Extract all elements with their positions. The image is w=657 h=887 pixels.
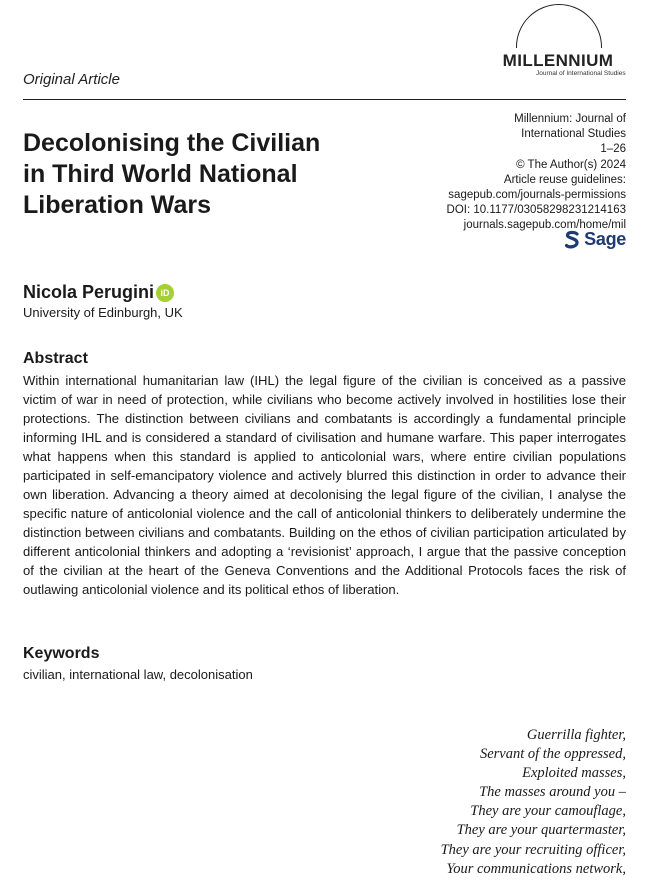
meta-reuse-label: Article reuse guidelines: [503,173,626,186]
meta-journal-name: Millennium: Journal of [514,113,626,125]
logo-subtitle: Journal of International Studies [536,70,626,77]
author [23,282,174,303]
logo-arc-icon [516,4,602,90]
meta-journal-link[interactable]: journals.sagepub.com/home/mil [463,219,626,232]
epigraph-line: Your communications network, [446,860,626,877]
logo-wordmark: MILLENNIUM [502,51,614,70]
title-line: in Third World National [23,160,298,188]
article-title [23,128,363,221]
meta-journal-name: International Studies [521,128,626,141]
abstract-text: Within international humanitarian law (IHL) the legal figure of the civilian is conceived as a passive victim of war in need of protection, while civilians who become actively involved in hostilities lose their protections. The distinction between civilians and combatants is accordingly a fundamental principle informing IHL and is considered a standard of civilisation and humane warfare. This paper interrogates what happens when this standard is applied to anticolonial wars, where entire civilian populations participated in self-emancipatory violence and actively blurred this distinction in order to advance their own liberation. Advancing a theory aimed at decolonising the legal figure of the civilian, I analyse the specific nature of anticolonial violence and the call of anticolonial thinkers to deliberately undermine the distinction between civilians and combatants. Building on the ethos of civilian participation articulated by different anticolonial thinkers and adopting a ‘revisionist’ approach, I argue that the passive conception of the civilian at the heart of the Geneva Conventions and the Additional Protocols faces the risk of outlawing anticolonial violence and its political ethos of liberation. [23,373,626,597]
meta-copyright: © The Author(s) 2024 [516,158,626,171]
author-name: Nicola Perugini [23,282,155,302]
orcid-icon[interactable]: iD [156,284,174,302]
epigraph-line: Exploited masses, [522,765,626,782]
journal-meta [447,112,626,234]
epigraph-line: They are your recruiting officer, [440,841,626,858]
meta-doi[interactable]: DOI: 10.1177/03058298231214163 [446,204,626,217]
journal-logo [488,4,628,76]
title-line: Liberation Wars [23,191,211,219]
sage-s-icon [564,230,580,250]
epigraph [441,726,626,879]
keywords-text: civilian, international law, decolonisation [23,667,253,682]
title-line: Decolonising the Civilian [23,129,321,157]
epigraph-line: Servant of the oppressed, [479,746,626,763]
epigraph-line: Guerrilla fighter, [526,727,626,743]
publisher-name: Sage [584,229,626,249]
author-affiliation: University of Edinburgh, UK [23,305,183,320]
epigraph-line: They are your camouflage, [470,803,626,820]
abstract-heading: Abstract [23,350,88,367]
header-rule [23,99,626,100]
epigraph-line: The masses around you – [479,784,626,801]
keywords-heading: Keywords [23,645,100,662]
epigraph-line: They are your quartermaster, [456,822,626,839]
meta-permissions-link[interactable]: sagepub.com/journals-permissions [448,189,626,202]
meta-pages: 1–26 [600,143,626,156]
article-type: Original Article [23,71,120,88]
publisher-logo [564,229,626,250]
